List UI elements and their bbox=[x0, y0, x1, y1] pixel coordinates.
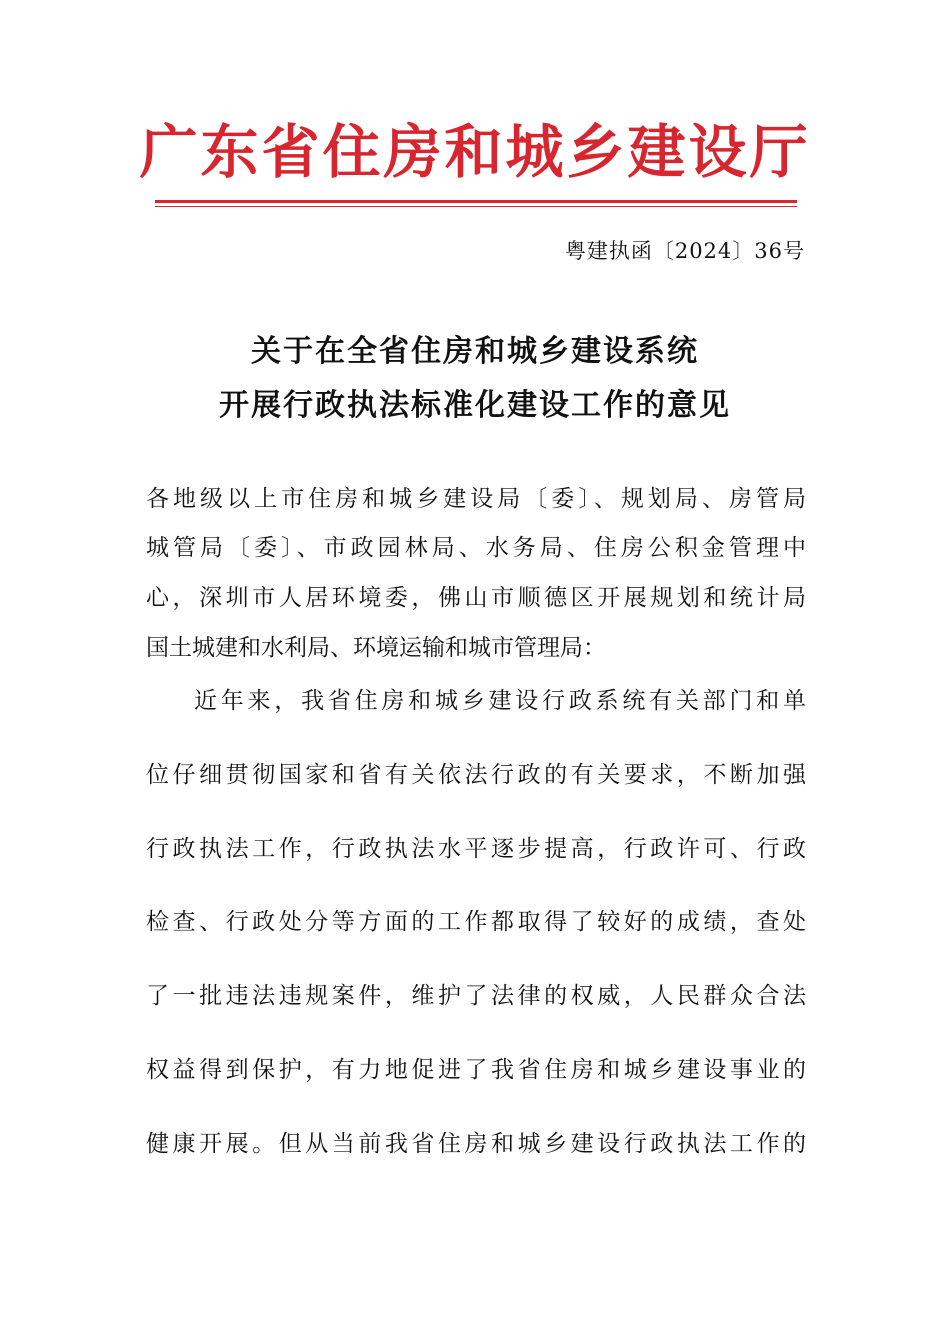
body-paragraph-line: 了一批违法违规案件，维护了法律的权威，人民群众合法 bbox=[146, 983, 806, 1009]
masthead-title: 广东省住房和城乡建设厅 bbox=[139, 118, 811, 186]
masthead-divider-thin bbox=[155, 206, 797, 207]
masthead-divider-thick bbox=[155, 200, 797, 203]
addressee-line: 心，深圳市人居环境委，佛山市顺德区开展规划和统计局 bbox=[146, 585, 806, 611]
body-paragraph-line: 行政执法工作，行政执法水平逐步提高，行政许可、行政 bbox=[146, 836, 806, 862]
addressee-line: 各地级以上市住房和城乡建设局〔委〕、规划局、房管局 bbox=[146, 486, 806, 512]
document-title-line-1: 关于在全省住房和城乡建设系统 bbox=[251, 334, 699, 369]
document-number: 粤建执函〔2024〕36号 bbox=[564, 239, 805, 263]
body-paragraph-line: 检查、行政处分等方面的工作都取得了较好的成绩，查处 bbox=[146, 909, 806, 935]
document-title-line-2: 开展行政执法标准化建设工作的意见 bbox=[219, 388, 731, 423]
body-paragraph-line: 位仔细贯彻国家和省有关依法行政的有关要求，不断加强 bbox=[146, 762, 806, 788]
body-paragraph-line: 权益得到保护，有力地促进了我省住房和城乡建设事业的 bbox=[146, 1057, 806, 1083]
body-paragraph-line: 健康开展。但从当前我省住房和城乡建设行政执法工作的 bbox=[146, 1131, 806, 1157]
addressee-line: 国土城建和水利局、环境运输和城市管理局： bbox=[146, 635, 606, 661]
addressee-line: 城管局〔委〕、市政园林局、水务局、住房公积金管理中 bbox=[146, 535, 806, 561]
body-paragraph-line: 近年来，我省住房和城乡建设行政系统有关部门和单 bbox=[194, 688, 806, 714]
